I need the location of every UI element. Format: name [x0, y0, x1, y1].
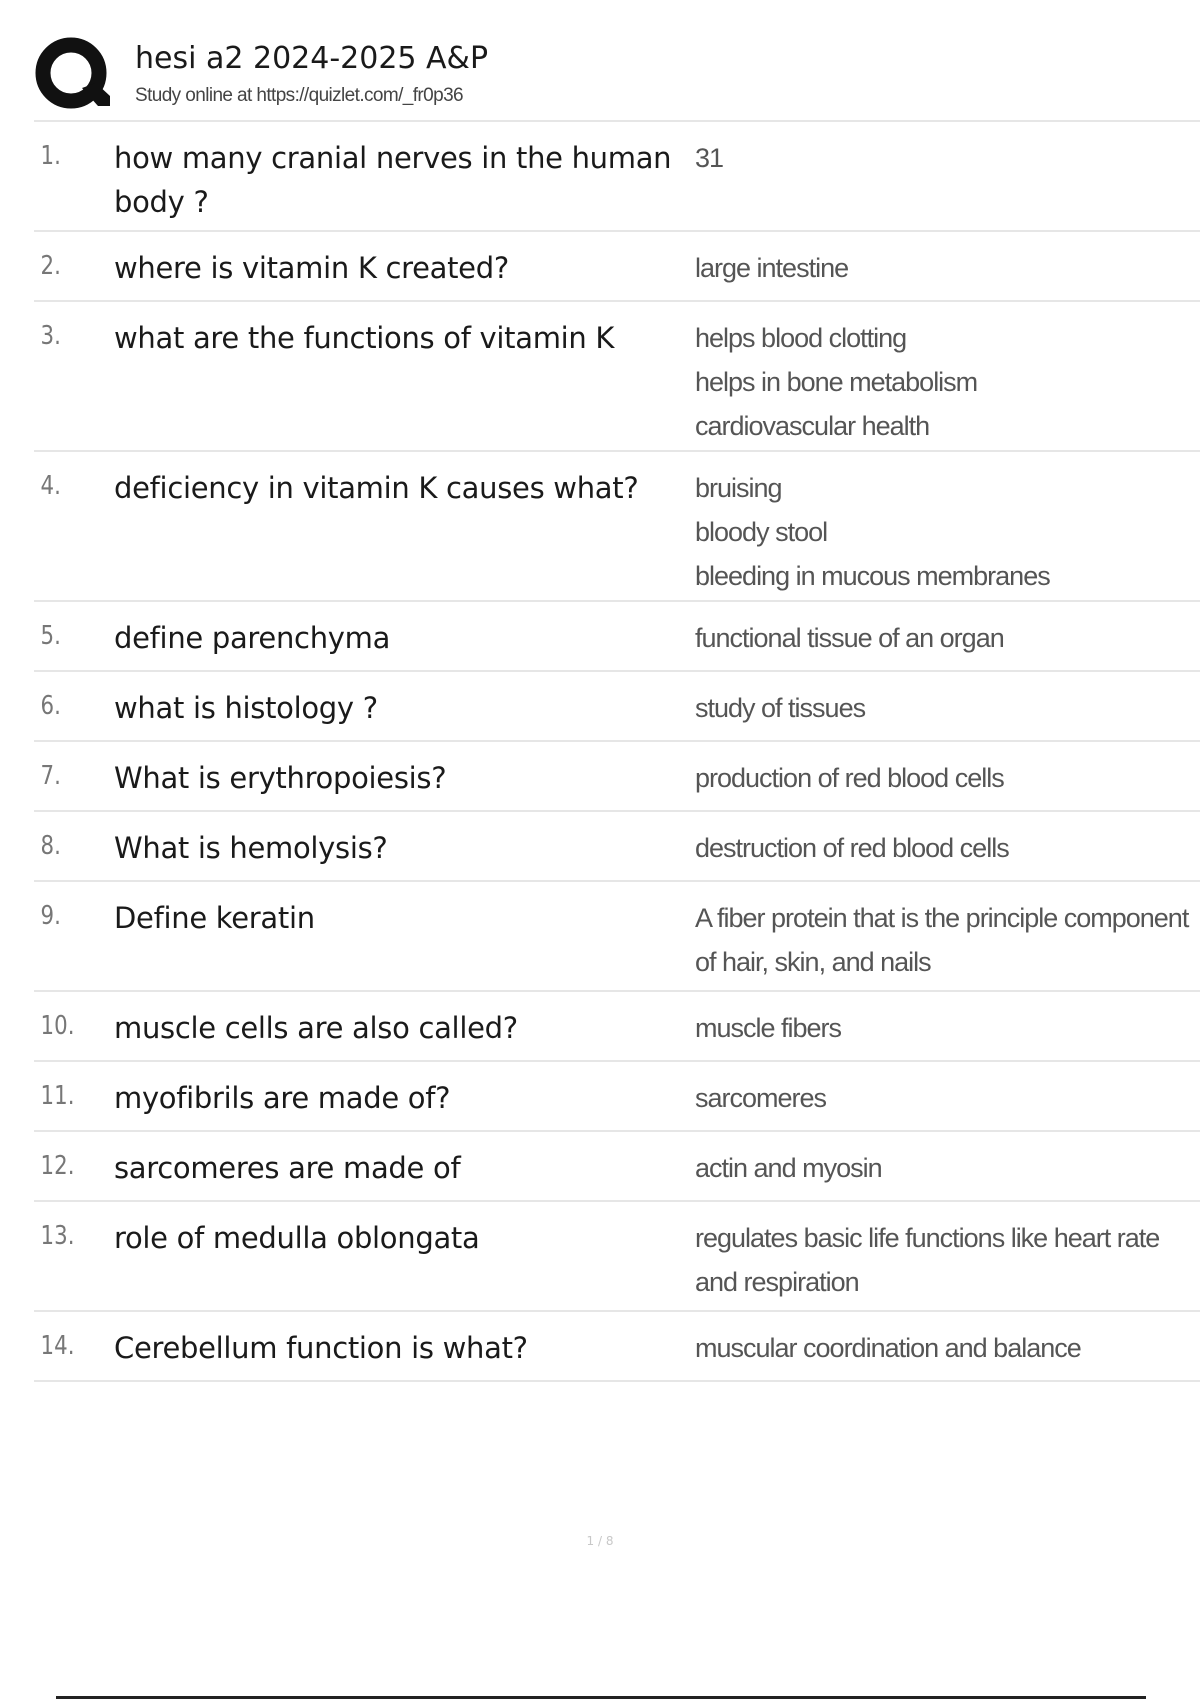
definition-line: regulates basic life functions like heart rate and respiration	[695, 1223, 1160, 1297]
card-number: 8.	[40, 831, 61, 861]
card-row	[34, 812, 1200, 882]
card-row	[34, 122, 1200, 232]
card-term: muscle cells are also called?	[114, 1011, 518, 1045]
definition-line: production of red blood cells	[695, 763, 1004, 793]
card-term: sarcomeres are made of	[114, 1151, 461, 1185]
card-number: 2.	[40, 251, 61, 281]
definition-line: destruction of red blood cells	[695, 833, 1009, 863]
card-definition	[695, 136, 1200, 180]
card-row	[34, 302, 1200, 452]
card-definition	[695, 896, 1200, 984]
definition-line: study of tissues	[695, 693, 866, 723]
card-definition	[695, 1326, 1200, 1370]
definition-line: sarcomeres	[695, 1083, 827, 1113]
card-row	[34, 452, 1200, 602]
card-number: 12.	[40, 1151, 75, 1181]
card-term: myofibrils are made of?	[114, 1081, 451, 1115]
page-number: 1 / 8	[586, 1534, 614, 1548]
card-number: 5.	[40, 621, 61, 651]
card-number: 3.	[40, 321, 61, 351]
card-term: deficiency in vitamin K causes what?	[114, 471, 639, 505]
card-number: 1.	[40, 141, 61, 171]
card-number: 11.	[40, 1081, 75, 1111]
definition-line: cardiovascular health	[695, 411, 930, 441]
card-row	[34, 1202, 1200, 1312]
definition-line: muscular coordination and balance	[695, 1333, 1081, 1363]
card-number: 6.	[40, 691, 61, 721]
definition-line: large intestine	[695, 253, 849, 283]
card-number: 4.	[40, 471, 61, 501]
card-row	[34, 672, 1200, 742]
card-definition	[695, 316, 1200, 448]
card-term: What is hemolysis?	[114, 831, 388, 865]
card-definition	[695, 466, 1200, 598]
card-definition	[695, 246, 1200, 290]
card-row	[34, 1312, 1200, 1382]
card-term: What is erythropoiesis?	[114, 761, 447, 795]
card-definition	[695, 686, 1200, 730]
definition-line: bruising	[695, 473, 782, 503]
card-number: 14.	[40, 1331, 75, 1361]
document-header	[34, 36, 1200, 120]
study-online-link[interactable]: Study online at https://quizlet.com/_fr0p36	[135, 85, 464, 106]
flashcard-list	[34, 120, 1200, 1382]
card-term: where is vitamin K created?	[114, 251, 509, 285]
definition-line: helps blood clotting	[695, 323, 907, 353]
card-row	[34, 1132, 1200, 1202]
card-definition	[695, 616, 1200, 660]
card-definition	[695, 1216, 1200, 1304]
card-term: Define keratin	[114, 901, 315, 935]
page-title: hesi a2 2024-2025 A&P	[135, 41, 489, 76]
card-definition	[695, 1076, 1200, 1120]
definition-line: 31	[695, 143, 724, 173]
card-row	[34, 232, 1200, 302]
quizlet-logo-icon	[34, 36, 112, 114]
card-term: Cerebellum function is what?	[114, 1331, 528, 1365]
definition-line: helps in bone metabolism	[695, 367, 978, 397]
card-number: 13.	[40, 1221, 75, 1251]
card-row	[34, 882, 1200, 992]
card-definition	[695, 1006, 1200, 1050]
card-term: role of medulla oblongata	[114, 1221, 480, 1255]
card-term: how many cranial nerves in the human body ?	[114, 141, 672, 219]
card-term: define parenchyma	[114, 621, 391, 655]
definition-line: muscle fibers	[695, 1013, 842, 1043]
card-row	[34, 992, 1200, 1062]
card-row	[34, 742, 1200, 812]
definition-line: functional tissue of an organ	[695, 623, 1004, 653]
definition-line: A fiber protein that is the principle component of hair, skin, and nails	[695, 903, 1189, 977]
card-definition	[695, 826, 1200, 870]
card-definition	[695, 756, 1200, 800]
card-row	[34, 1062, 1200, 1132]
card-term: what is histology ?	[114, 691, 378, 725]
definition-line: bleeding in mucous membranes	[695, 561, 1050, 591]
card-row	[34, 602, 1200, 672]
card-number: 9.	[40, 901, 61, 931]
card-term: what are the functions of vitamin K	[114, 321, 615, 355]
card-number: 7.	[40, 761, 61, 791]
card-definition	[695, 1146, 1200, 1190]
bottom-divider	[56, 1696, 1146, 1699]
definition-line: bloody stool	[695, 517, 828, 547]
definition-line: actin and myosin	[695, 1153, 882, 1183]
card-number: 10.	[40, 1011, 75, 1041]
